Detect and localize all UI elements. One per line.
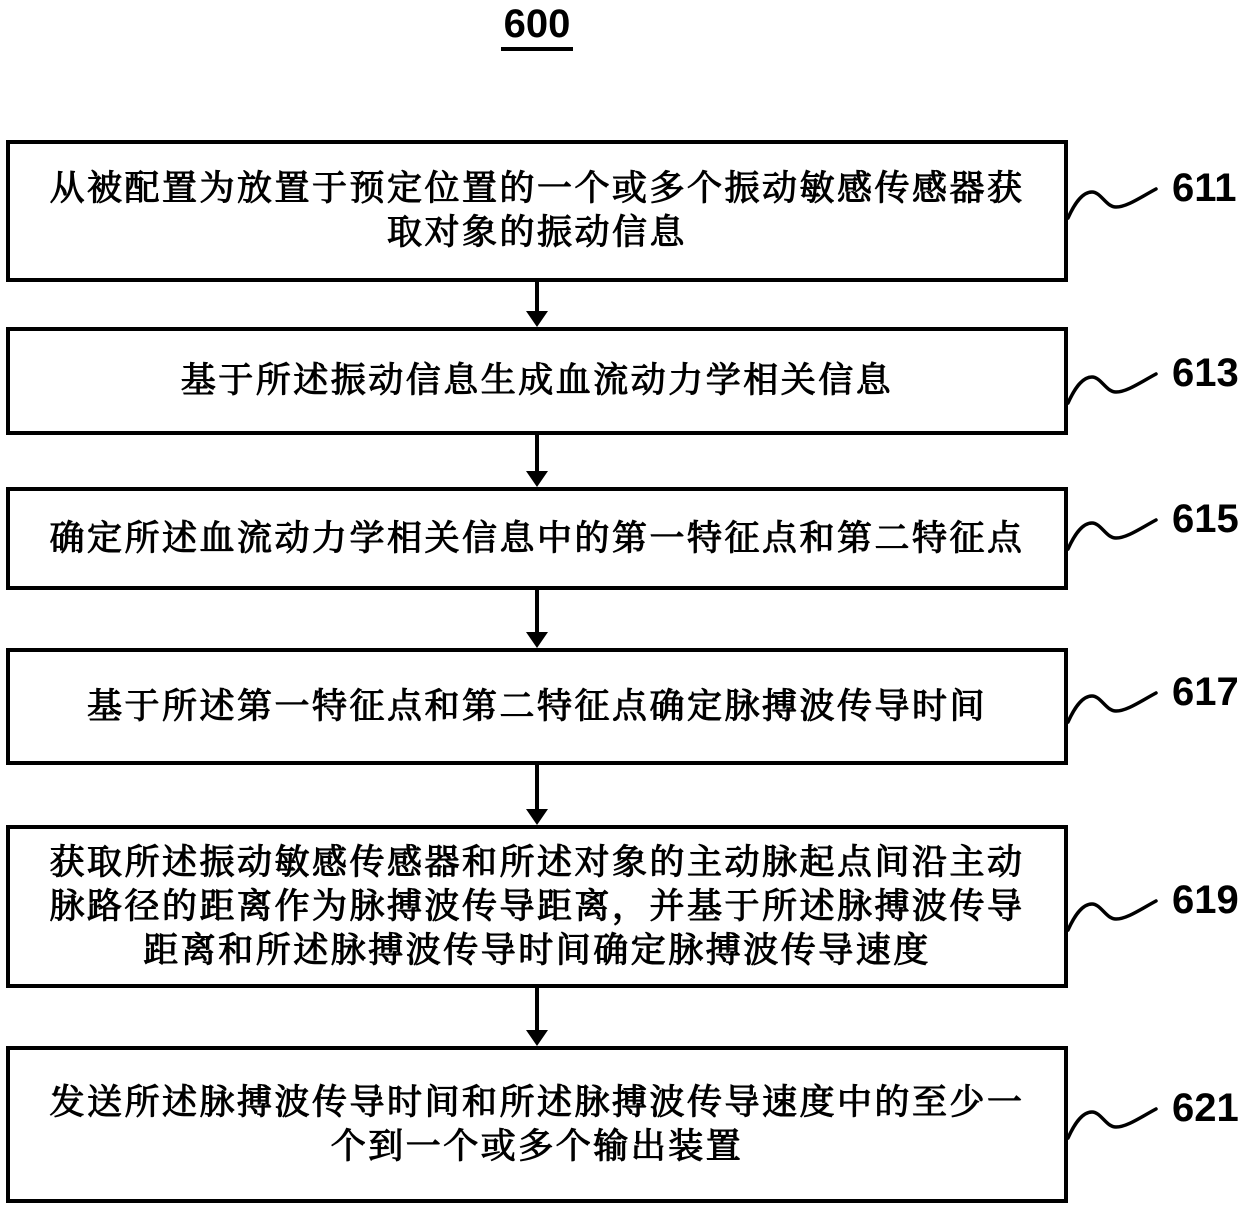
step-text-line: 脉路径的距离作为脉搏波传导距离，并基于所述脉搏波传导	[49, 886, 1025, 926]
ref-label-615: 615	[1172, 497, 1239, 541]
arrow-stem	[535, 590, 539, 635]
step-text-line: 距离和所述脉搏波传导时间确定脉搏波传导速度	[143, 930, 931, 970]
ref-connector-squiggle-icon	[1066, 1086, 1166, 1142]
arrow-stem	[535, 765, 539, 812]
arrow-head	[526, 632, 548, 648]
ref-connector-squiggle-icon	[1066, 166, 1166, 222]
step-text-line: 从被配置为放置于预定位置的一个或多个振动敏感传感器获	[49, 169, 1025, 208]
step-text-line: 获取所述振动敏感传感器和所述对象的主动脉起点间沿主动	[49, 842, 1025, 882]
step-text-line: 取对象的振动信息	[386, 213, 687, 252]
ref-label-621: 621	[1172, 1086, 1239, 1130]
arrow-stem	[535, 282, 539, 314]
ref-connector-squiggle-icon	[1066, 497, 1166, 553]
arrow-head	[526, 1030, 548, 1046]
step-box-611	[6, 140, 1068, 282]
flow-arrow-down-icon	[526, 435, 548, 487]
step-box-615	[6, 487, 1068, 590]
figure-number-text: 600	[501, 4, 574, 51]
step-box-621	[6, 1046, 1068, 1203]
step-text-line: 基于所述振动信息生成血流动力学相关信息	[180, 361, 894, 400]
ref-label-617: 617	[1172, 670, 1239, 714]
step-box-619	[6, 825, 1068, 988]
ref-label-611: 611	[1172, 166, 1237, 210]
flow-arrow-down-icon	[526, 282, 548, 327]
flow-arrow-down-icon	[526, 765, 548, 825]
step-text-line: 基于所述第一特征点和第二特征点确定脉搏波传导时间	[86, 686, 987, 726]
ref-connector-squiggle-icon	[1066, 670, 1166, 726]
step-text-line: 个到一个或多个输出装置	[330, 1126, 744, 1166]
flow-arrow-down-icon	[526, 988, 548, 1046]
arrow-head	[526, 809, 548, 825]
arrow-head	[526, 311, 548, 327]
ref-label-613: 613	[1172, 351, 1239, 395]
arrow-stem	[535, 435, 539, 474]
ref-label-619: 619	[1172, 878, 1239, 922]
arrow-stem	[535, 988, 539, 1033]
flow-arrow-down-icon	[526, 590, 548, 648]
step-box-617	[6, 648, 1068, 765]
step-text-line: 发送所述脉搏波传导时间和所述脉搏波传导速度中的至少一	[49, 1082, 1025, 1122]
ref-connector-squiggle-icon	[1066, 351, 1166, 407]
step-box-613	[6, 327, 1068, 435]
arrow-head	[526, 471, 548, 487]
ref-connector-squiggle-icon	[1066, 878, 1166, 934]
step-text-line: 确定所述血流动力学相关信息中的第一特征点和第二特征点	[49, 518, 1025, 558]
figure-number-title	[6, 4, 1068, 51]
